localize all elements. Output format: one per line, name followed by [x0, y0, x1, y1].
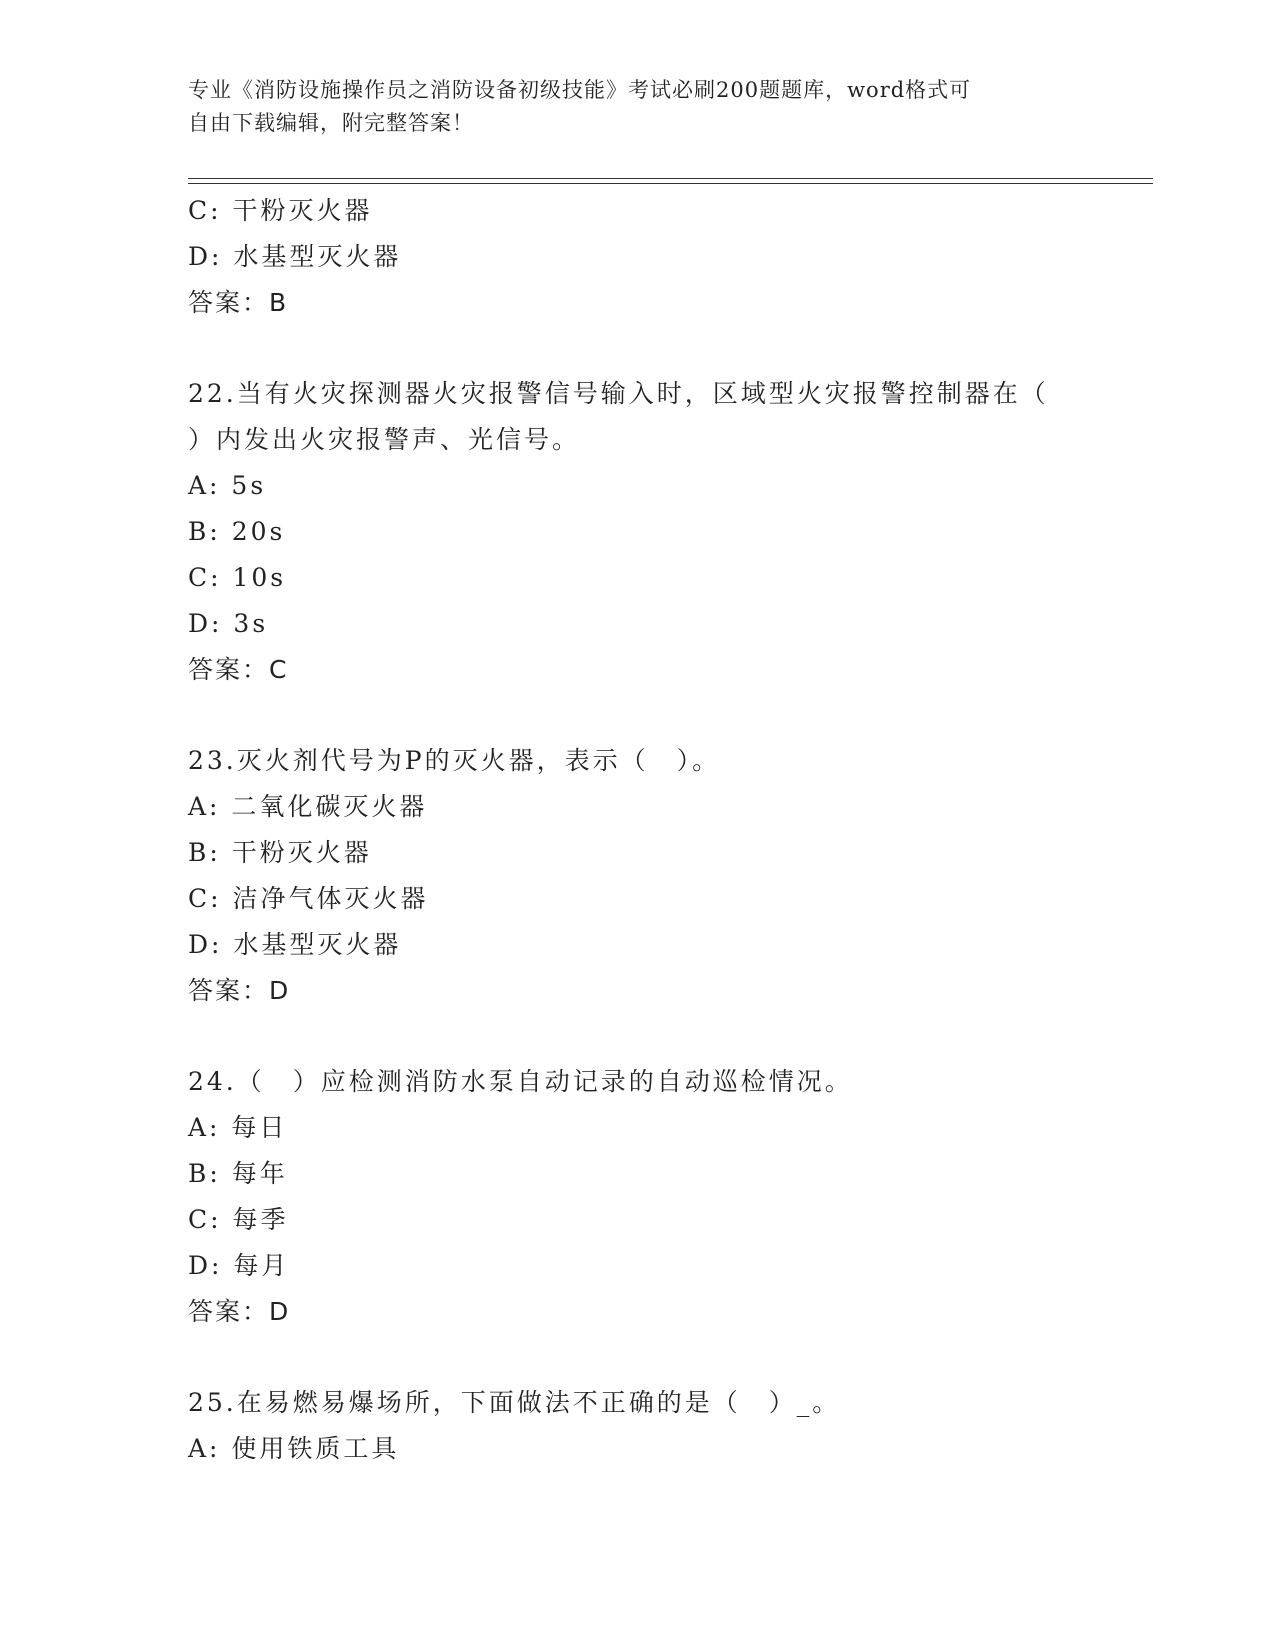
- option-a: A: 二氧化碳灭火器: [188, 792, 428, 821]
- question-stem-line-2: ）内发出火灾报警声、光信号。: [188, 425, 581, 454]
- question-list: [188, 188, 1088, 1472]
- option-c: C: 干粉灭火器: [188, 196, 373, 225]
- option-b: B: 20s: [188, 517, 286, 546]
- question-23: [188, 738, 1088, 1014]
- option-b: B: 每年: [188, 1159, 288, 1188]
- option-b: B: 干粉灭火器: [188, 838, 372, 867]
- header-line-1: 专业《消防设施操作员之消防设备初级技能》考试必刷200题题库，word格式可: [188, 78, 972, 102]
- option-d: D: 每月: [188, 1251, 290, 1280]
- option-d: D: 水基型灭火器: [188, 242, 402, 271]
- header-line-2: 自由下载编辑，附完整答案！: [188, 111, 474, 135]
- answer-line: 答案：D: [188, 1297, 291, 1326]
- answer-line: 答案：D: [188, 976, 291, 1005]
- option-d: D: 水基型灭火器: [188, 930, 402, 959]
- question-25: [188, 1380, 1088, 1472]
- question-24: [188, 1059, 1088, 1335]
- option-a: A: 每日: [188, 1113, 288, 1142]
- option-c: C: 10s: [188, 563, 287, 592]
- question-22: [188, 371, 1088, 693]
- option-a: A: 使用铁质工具: [188, 1434, 400, 1463]
- question-stem: 24.（ ）应检测消防水泵自动记录的自动巡检情况。: [188, 1067, 853, 1096]
- question-stem: 23.灭火剂代号为P的灭火器，表示（ ）。: [188, 746, 721, 775]
- document-header: [188, 74, 1088, 140]
- option-c: C: 每季: [188, 1205, 289, 1234]
- question-stem-line-1: 22.当有火灾探测器火灾报警信号输入时，区域型火灾报警控制器在（: [188, 379, 1049, 408]
- option-d: D: 3s: [188, 609, 269, 638]
- previous-question-tail: [188, 188, 1088, 326]
- option-c: C: 洁净气体灭火器: [188, 884, 429, 913]
- answer-line: 答案：B: [188, 288, 289, 317]
- answer-line: 答案：C: [188, 655, 289, 684]
- option-a: A: 5s: [188, 471, 267, 500]
- header-divider-top: [188, 178, 1153, 179]
- question-stem: 25.在易燃易爆场所，下面做法不正确的是（ ）_。: [188, 1388, 841, 1417]
- header-divider-bottom: [188, 183, 1153, 184]
